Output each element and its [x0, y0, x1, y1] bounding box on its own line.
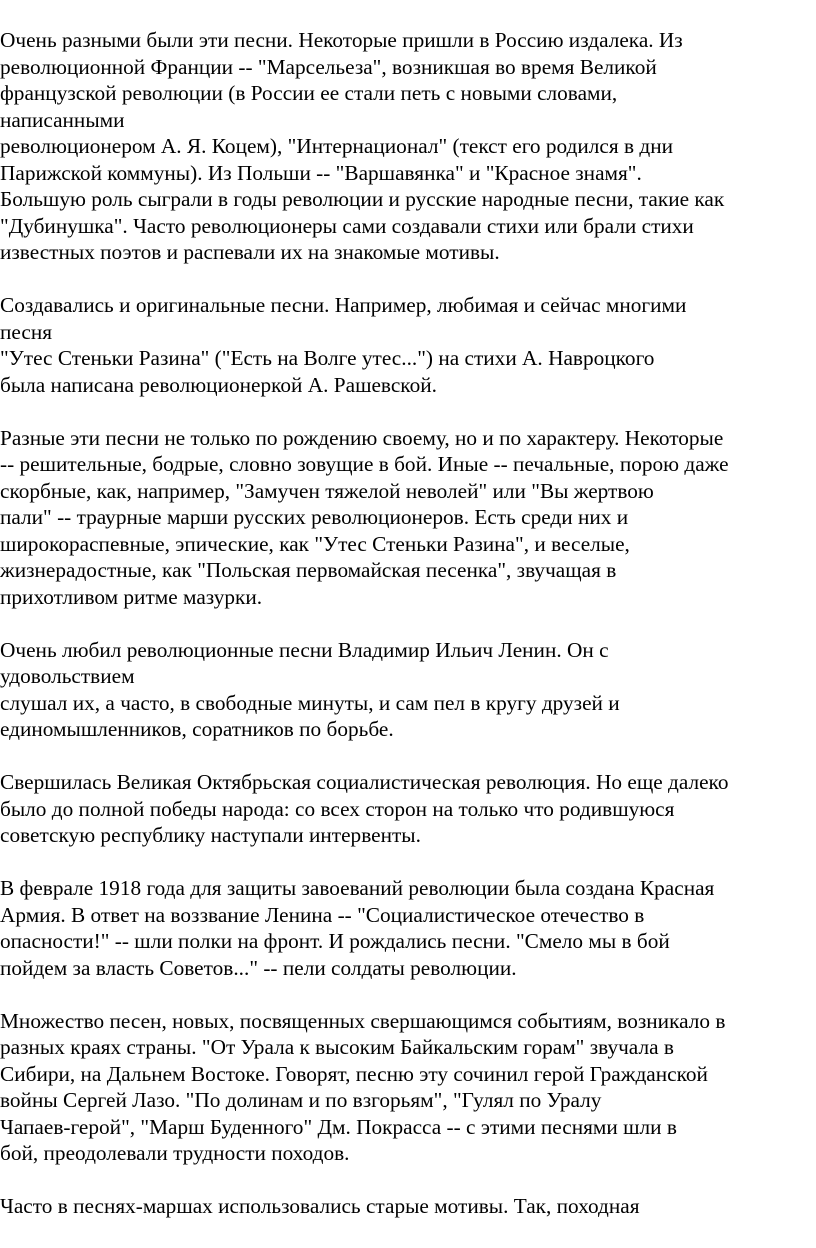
text-line: песня: [0, 319, 53, 344]
text-line: Очень разными были эти песни. Некоторые пришли в Россию издалека. Из: [0, 28, 683, 52]
text-line: слушал их, а часто, в свободные минуты, и сам пел в кругу друзей и: [0, 690, 620, 715]
paragraph: [0, 1008, 816, 1167]
text-line: пали" -- траурные марши русских революционеров. Есть среди них и: [0, 505, 629, 529]
document-body: [0, 27, 816, 1246]
paragraph: [0, 637, 816, 743]
text-line: Очень любил революционные песни Владимир Ильич Ленин. Он с: [0, 637, 609, 662]
text-line: была написана революционеркой А. Рашевской.: [0, 372, 437, 397]
text-line: революционером А. Я. Коцем), "Интернационал" (текст его родился в дни: [0, 134, 674, 158]
text-line: было до полной победы народа: со всех сторон на только что родившуюся: [0, 796, 675, 821]
text-line: -- решительные, бодрые, словно зовущие в бой. Иные -- печальные, порою даже: [0, 452, 729, 476]
text-line: известных поэтов и распевали их на знакомые мотивы.: [0, 240, 500, 264]
text-line: написанными: [0, 107, 125, 132]
paragraph: [0, 425, 816, 611]
text-line: "Утес Стеньки Разина" ("Есть на Волге утес...") на стихи А. Навроцкого: [0, 346, 655, 370]
paragraph: [0, 769, 816, 849]
paragraph: [0, 875, 816, 981]
text-line: прихотливом ритме мазурки.: [0, 584, 263, 609]
text-line: Большую роль сыграли в годы революции и русские народные песни, такие как: [0, 187, 725, 211]
text-line: скорбные, как, например, "Замучен тяжелой неволей" или "Вы жертвою: [0, 478, 654, 503]
text-line: разных краях страны. "От Урала к высоким Байкальским горам" звучала в: [0, 1035, 674, 1059]
text-line: Множество песен, новых, посвященных свершающимся событиям, возникало в: [0, 1008, 726, 1033]
text-line: бой, преодолевали трудности походов.: [0, 1141, 350, 1165]
text-line: Часто в песнях-маршах использовались старые мотивы. Так, походная: [0, 1194, 640, 1218]
text-line: французской революции (в России ее стали петь с новыми словами,: [0, 81, 618, 105]
text-line: Свершилась Великая Октябрьская социалистическая революция. Но еще далеко: [0, 770, 729, 794]
text-line: революционной Франции -- "Марсельеза", возникшая во время Великой: [0, 54, 657, 79]
text-line: Парижской коммуны). Из Польши -- "Варшавянка" и "Красное знамя".: [0, 160, 642, 185]
text-line: жизнерадостные, как "Польская первомайская песенка", звучащая в: [0, 558, 617, 582]
paragraph: [0, 1193, 816, 1220]
paragraph: [0, 27, 816, 266]
text-line: В феврале 1918 года для защиты завоеваний революции была создана Красная: [0, 876, 715, 900]
text-line: "Дубинушка". Часто революционеры сами создавали стихи или брали стихи: [0, 213, 694, 238]
text-line: единомышленников, соратников по борьбе.: [0, 717, 394, 741]
text-line: войны Сергей Лазо. "По долинам и по взгорьям", "Гулял по Уралу: [0, 1088, 602, 1112]
text-line: опасности!" -- шли полки на фронт. И рождались песни. "Смело мы в бой: [0, 929, 670, 953]
text-line: Чапаев-герой", "Марш Буденного" Дм. Покрасса -- с этими песнями шли в: [0, 1114, 677, 1139]
text-line: удовольствием: [0, 664, 135, 688]
paragraph: [0, 292, 816, 398]
text-line: Создавались и оригинальные песни. Например, любимая и сейчас многими: [0, 293, 687, 317]
text-line: советскую республику наступали интервенты.: [0, 823, 421, 847]
text-line: Разные эти песни не только по рождению своему, но и по характеру. Некоторые: [0, 425, 724, 450]
text-line: Сибири, на Дальнем Востоке. Говорят, песню эту сочинил герой Гражданской: [0, 1061, 708, 1086]
text-line: Армия. В ответ на воззвание Ленина -- "Социалистическое отечество в: [0, 902, 645, 927]
text-line: широкораспевные, эпические, как "Утес Стеньки Разина", и веселые,: [0, 531, 630, 556]
text-line: пойдем за власть Советов..." -- пели солдаты революции.: [0, 955, 517, 980]
